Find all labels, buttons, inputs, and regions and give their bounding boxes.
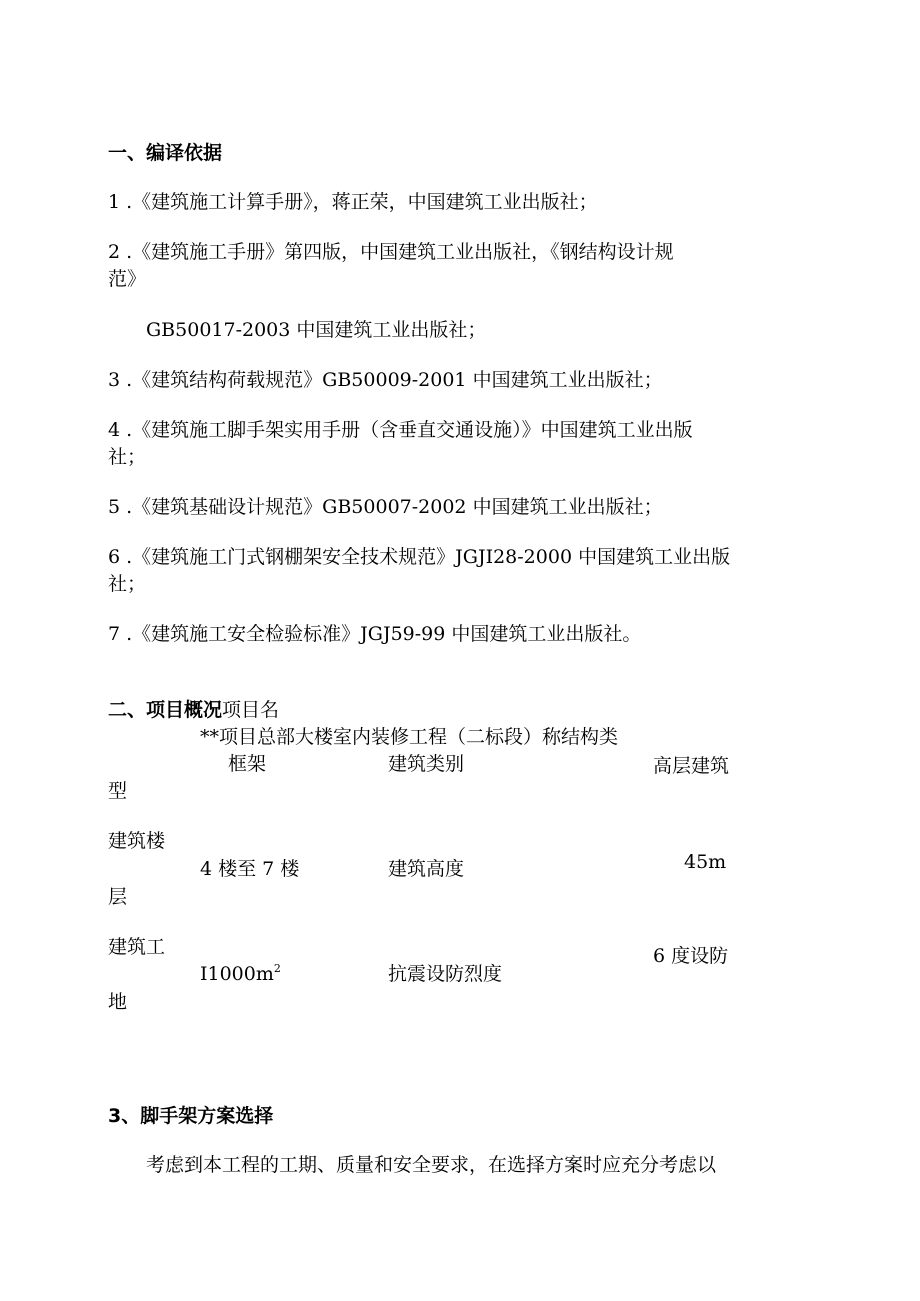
- basis-item-4-cont: 社；: [108, 446, 147, 468]
- building-height-value: 45m: [684, 851, 727, 873]
- building-height-label: 建筑高度: [388, 858, 465, 880]
- seismic-intensity-value: 6 度设防: [653, 945, 729, 967]
- building-site-area: I1000m: [200, 963, 274, 985]
- basis-item-3: 3 .《建筑结构荷载规范》GB50009-2001 中国建筑工业出版社；: [108, 369, 663, 391]
- basis-item-5: 5 .《建筑基础设计规范》GB50007-2002 中国建筑工业出版社；: [108, 496, 663, 518]
- seismic-intensity-label: 抗震设防烈度: [388, 963, 503, 985]
- basis-item-2: 2 .《建筑施工手册》第四版，中国建筑工业出版社，《钢结构设计规: [108, 241, 674, 263]
- section-heading-overview-line: [108, 698, 279, 722]
- building-site-label-cont: 地: [108, 991, 128, 1013]
- basis-item-6: 6 .《建筑施工门式钢棚架安全技术规范》JGJI28-2000 中国建筑工业出版: [108, 546, 731, 568]
- building-floor-label: 建筑楼: [108, 830, 166, 852]
- section-heading-basis: 一、编译依据: [108, 142, 223, 164]
- basis-item-7: 7 .《建筑施工安全检验标准》JGJ59-99 中国建筑工业出版社。: [108, 623, 642, 645]
- structure-type-value: 框架: [228, 753, 267, 775]
- building-category-label: 建筑类别: [388, 753, 465, 775]
- basis-item-6-cont: 社；: [108, 573, 147, 595]
- building-site-label: 建筑工: [108, 936, 166, 958]
- building-floor-label-cont: 层: [108, 886, 128, 908]
- section-heading-overview: 二、项目概况: [108, 699, 223, 721]
- basis-item-2-cont: 范》: [108, 268, 147, 290]
- structure-type-label-cont: 型: [108, 780, 128, 802]
- basis-item-1: 1 .《建筑施工计算手册》，蒋正荣，中国建筑工业出版社；: [108, 191, 598, 213]
- section-heading-scaffold: 3、脚手架方案选择: [108, 1105, 274, 1127]
- basis-item-4: 4 .《建筑施工脚手架实用手册（含垂直交通设施）》中国建筑工业出版: [108, 419, 693, 441]
- building-site-unit-sup: 2: [273, 962, 281, 975]
- building-site-value: [200, 962, 281, 986]
- project-name-value: **项目总部大楼室内装修工程（二标段）称结构类: [200, 726, 619, 748]
- building-category-value: 高层建筑: [653, 755, 730, 777]
- basis-item-2-code: GB50017-2003 中国建筑工业出版社；: [146, 319, 487, 341]
- building-floor-value: 4 楼至 7 楼: [200, 858, 300, 880]
- scaffold-paragraph: 考虑到本工程的工期、质量和安全要求，在选择方案时应充分考虑以: [146, 1154, 717, 1176]
- project-name-label: 项目名: [222, 699, 280, 721]
